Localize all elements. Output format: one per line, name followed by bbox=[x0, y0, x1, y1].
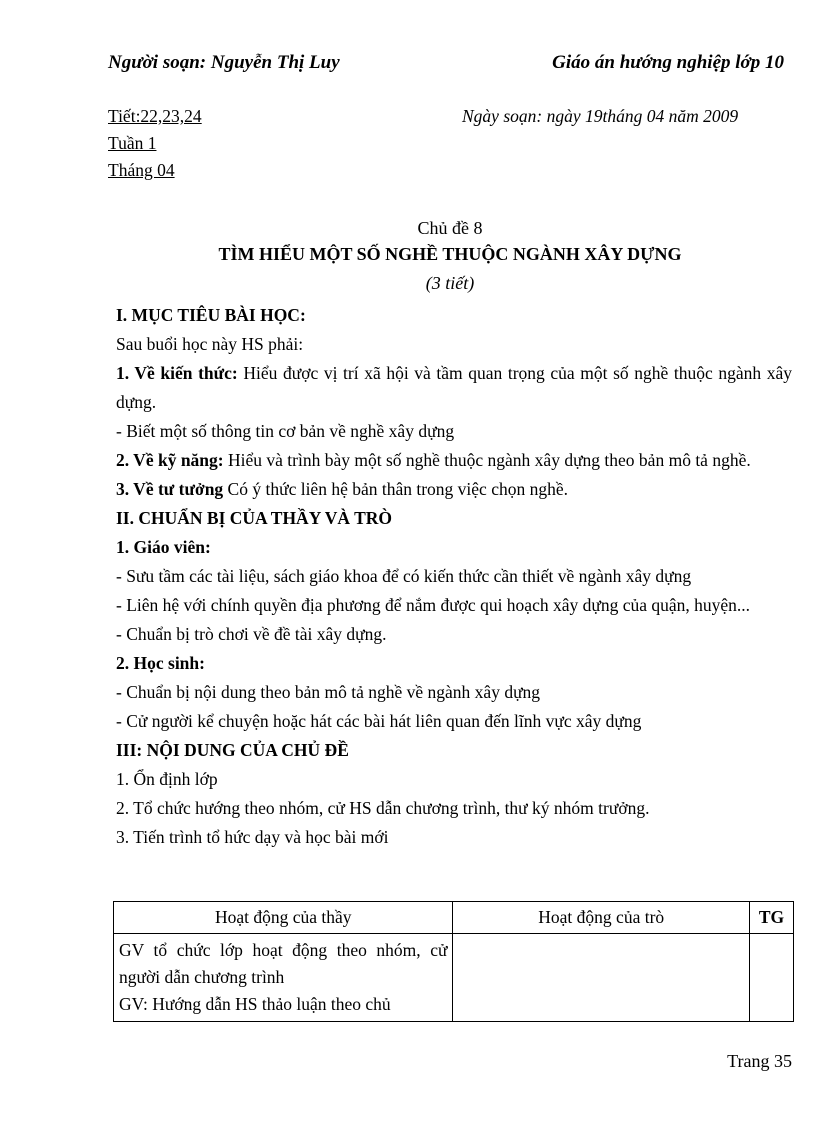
header-subject: Giáo án hướng nghiệp lớp 10 bbox=[552, 52, 784, 73]
meta-tuan: Tuần 1 bbox=[108, 133, 157, 153]
objective-knowledge-sub: - Biết một số thông tin cơ bản về nghề xây dựng bbox=[116, 421, 455, 441]
teacher-activity-cell bbox=[114, 934, 453, 1022]
lesson-content bbox=[116, 301, 792, 852]
col-time-header: TG bbox=[749, 902, 793, 934]
teacher-prep-label: 1. Giáo viên: bbox=[116, 537, 211, 557]
objective-skills-label: 2. Về kỹ năng: bbox=[116, 450, 224, 470]
section1-heading: I. MỤC TIÊU BÀI HỌC: bbox=[116, 305, 306, 325]
objective-knowledge-label: 1. Về kiến thức: bbox=[116, 363, 238, 383]
teacher-prep-item: - Liên hệ với chính quyền địa phương để nắm được qui hoạch xây dựng của quận, huyện... bbox=[116, 595, 751, 615]
student-prep-label: 2. Học sinh: bbox=[116, 653, 205, 673]
activity-table bbox=[113, 901, 794, 1022]
objective-knowledge bbox=[116, 359, 792, 417]
meta-tiet: Tiết:22,23,24 bbox=[108, 106, 202, 126]
section3-item: 1. Ổn định lớp bbox=[116, 769, 218, 789]
objective-attitude-label: 3. Về tư tưởng bbox=[116, 479, 224, 499]
col-student-header: Hoạt động của trò bbox=[453, 902, 750, 934]
student-activity-cell bbox=[453, 934, 750, 1022]
objective-knowledge-text: Hiểu được vị trí xã hội và tầm quan trọng của một số nghề thuộc ngành xây dựng. bbox=[116, 363, 792, 412]
meta-thang: Tháng 04 bbox=[108, 160, 175, 180]
page-title: TÌM HIỂU MỘT SỐ NGHỀ THUỘC NGÀNH XÂY DỰNG bbox=[218, 244, 682, 264]
header-author: Người soạn: Nguyễn Thị Luy bbox=[108, 52, 340, 73]
objective-skills-text: Hiểu và trình bày một số nghề thuộc ngành xây dựng theo bản mô tả nghề. bbox=[223, 450, 751, 470]
teacher-activity-line: GV: Hướng dẫn HS thảo luận theo chủ bbox=[119, 994, 391, 1014]
page-number: Trang 35 bbox=[727, 1051, 792, 1071]
section2-heading: II. CHUẨN BỊ CỦA THẦY VÀ TRÒ bbox=[116, 508, 393, 528]
section1-intro: Sau buổi học này HS phải: bbox=[116, 334, 304, 354]
teacher-prep-item: - Sưu tầm các tài liệu, sách giáo khoa để có kiến thức cần thiết về ngành xây dựng bbox=[116, 566, 692, 586]
teacher-prep-item: - Chuẩn bị trò chơi về đề tài xây dựng. bbox=[116, 624, 387, 644]
section3-heading: III: NỘI DUNG CỦA CHỦ ĐỀ bbox=[116, 740, 349, 760]
time-cell bbox=[749, 934, 793, 1022]
meta-date: Ngày soạn: ngày 19tháng 04 năm 2009 bbox=[462, 106, 739, 126]
student-prep-item: - Cử người kể chuyện hoặc hát các bài hát liên quan đến lĩnh vực xây dựng bbox=[116, 711, 642, 731]
teacher-activity-line: GV tổ chức lớp hoạt động theo nhóm, cử người dẫn chương trình bbox=[119, 940, 448, 987]
section3-item: 3. Tiến trình tổ hức dạy và học bài mới bbox=[116, 827, 389, 847]
objective-skills bbox=[116, 446, 792, 475]
objective-attitude-text: Có ý thức liên hệ bản thân trong việc chọn nghề. bbox=[223, 479, 568, 499]
section3-item: 2. Tổ chức hướng theo nhóm, cử HS dẫn chương trình, thư ký nhóm trưởng. bbox=[116, 798, 650, 818]
table-header-row bbox=[114, 902, 794, 934]
col-teacher-header: Hoạt động của thầy bbox=[114, 902, 453, 934]
objective-attitude bbox=[116, 475, 792, 504]
lesson-duration: (3 tiết) bbox=[425, 273, 475, 293]
table-row bbox=[114, 934, 794, 1022]
topic-number: Chủ đề 8 bbox=[417, 218, 483, 238]
student-prep-item: - Chuẩn bị nội dung theo bản mô tả nghề về ngành xây dựng bbox=[116, 682, 541, 702]
